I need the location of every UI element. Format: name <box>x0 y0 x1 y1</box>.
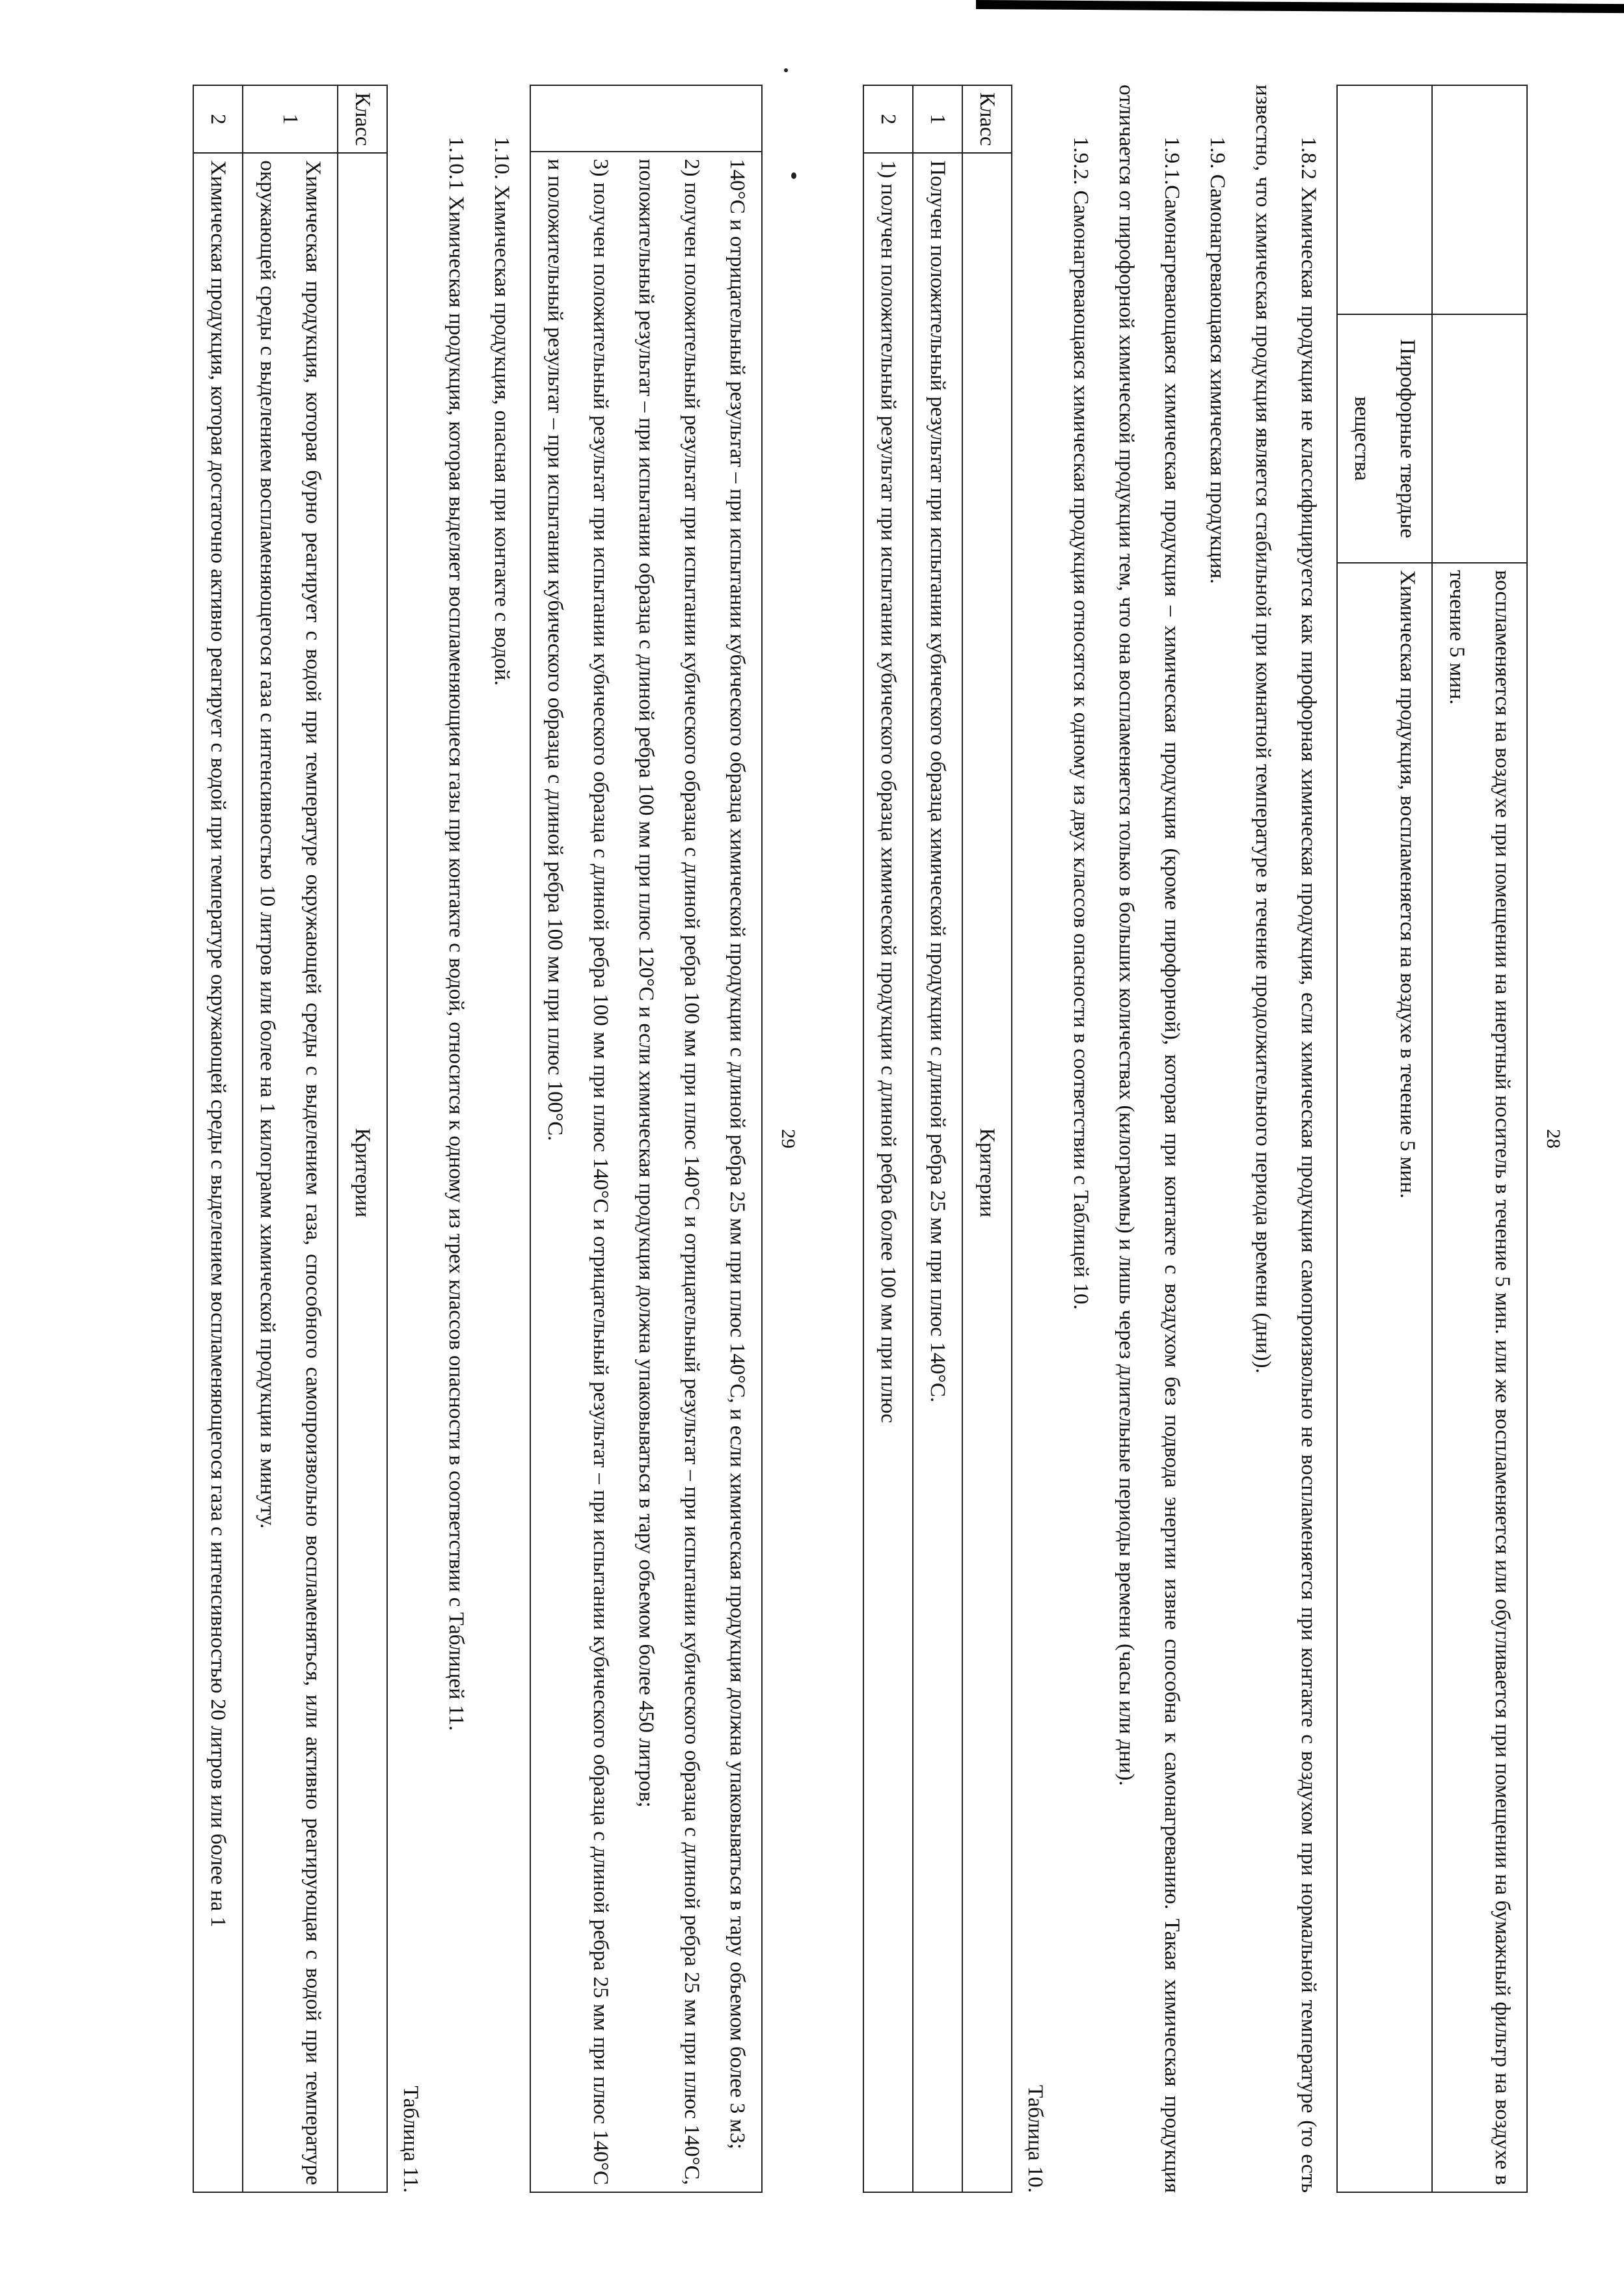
table-cell <box>530 85 762 152</box>
criteria-line: 3) получен положительный результат при испытании кубического образца с длиной ребра 100 мм при плюс 140°С и отрицательный результат – при испытании кубического образца с длиной ребра 25 мм при плюс 140°С и положительный результат – при испытании кубического образца с длиной ребра 100 мм при плюс 100°С. <box>543 159 612 2185</box>
table-row <box>962 85 1012 2192</box>
table-header: Критерии <box>338 153 387 2192</box>
table-row <box>338 85 387 2192</box>
paragraph: 1.9.1.Самонагревающаяся химическая продукция – химическая продукция (кроме пирофорной), которая при контакте с воздухом без подвода энергии извне способна к самонагреванию. Такая химическая продукция отличается от пирофорной химической продукции тем, что она воспламеняется только в больших количествах (килограммы) и лишь через длительные периоды времени (часы или дни). <box>1115 85 1184 2193</box>
page-number: 28 <box>1543 1129 1564 1148</box>
paragraph: 1.8.2 Химическая продукция не классифицируется как пирофорная химическая продукция, если химическая продукция самопроизвольно не воспламеняется при контакте с воздухом при нормальной температуре (то есть известно, что химическая продукция является стабильной при комнатной температуре в течение продолжительного периода времени (дни)). <box>1251 85 1320 2193</box>
table-10 <box>863 85 1012 2193</box>
table-cell: Химическая продукция, которая бурно реагирует с водой при температуре окружающей среды с выделением газа, способного самопроизвольно воспламеняться, или активно реагирующая с водой при температуре окружающей среды с выделением воспламеняющегося газа с интенсивностью 10 литров или более на 1 килограмм химической продукции в минуту. <box>243 153 338 2192</box>
table-cell: 2 <box>863 85 913 153</box>
table-cell: Пирофорные твердые вещества <box>1337 314 1432 563</box>
table-header: Класс <box>962 85 1012 153</box>
criteria-line: 140°С и отрицательный результат – при испытании кубического образца химической продукции с длиной ребра 25 мм при плюс 140°С, и если химическая продукция должна упаковываться в тару объемом более 3 м3; <box>725 159 749 2150</box>
page-29 <box>47 65 815 2212</box>
table-caption: Таблица 11. <box>399 2085 422 2193</box>
table-header: Критерии <box>962 153 1012 2192</box>
table-cell: 1 <box>243 85 338 153</box>
table-cell <box>530 152 762 2192</box>
table-row <box>243 85 338 2192</box>
scan-edge-shadow <box>976 0 1624 13</box>
table-row <box>1337 85 1432 2192</box>
paragraph: 1.9. Самонагревающаяся химическая продукция. <box>1206 137 1229 584</box>
table-11 <box>193 85 388 2193</box>
table-caption: Таблица 10. <box>1023 2085 1047 2193</box>
paragraph: 1.10. Химическая продукция, опасная при контакте с водой. <box>490 137 513 686</box>
table-row <box>530 85 762 2192</box>
paragraph: 1.9.2. Самонагревающаяся химическая продукция относятся к одному из двух классов опасности в соответствии с Таблицей 10. <box>1069 137 1092 1310</box>
table-row <box>193 85 243 2192</box>
table-cell <box>1432 314 1527 563</box>
table-10-continuation <box>530 85 763 2193</box>
paragraph: 1.10.1 Химическая продукция, которая выделяет воспламеняющиеся газы при контакте с водой, относится к одному из трех классов опасности в соответствии с Таблицей 11. <box>444 137 468 1732</box>
table-cell: 1 <box>913 85 962 153</box>
page-number: 29 <box>778 1129 799 1148</box>
table-row <box>863 85 913 2192</box>
table-cell: Химическая продукция, воспламеняется на воздухе в течение 5 мин. <box>1337 563 1432 2192</box>
table-cell: Химическая продукция, которая достаточно активно реагирует с водой при температуре окружающей среды с выделением воспламеняющегося газа с интенсивностью 20 литров или более на 1 <box>193 153 243 2192</box>
criteria-line: 2) получен положительный результат при испытании кубического образца с длиной ребра 100 мм при плюс 140°С и отрицательный результат – при испытании кубического образца с длиной ребра 25 мм при плюс 140°С, положительный результат – при испытании образца с длиной ребра 100 мм при плюс 120°С и если химическая продукция должна упаковываться в тару объемом более 450 литров; <box>634 159 703 2185</box>
table-cell <box>1337 85 1432 314</box>
table-cell: Получен положительный результат при испытании кубического образца химической продукции с длиной ребра 25 мм при плюс 140°С. <box>913 153 962 2192</box>
table-cell: 1) получен положительный результат при испытании кубического образца химической продукции с длиной ребра более 100 мм при плюс <box>863 153 913 2192</box>
table-cell: воспламеняется на воздухе при помещении на инертный носитель в течение 5 мин. или же воспламеняется или обугливается при помещении на бумажный фильтр на воздухе в течение 5 мин. <box>1432 563 1527 2192</box>
table-cell: 2 <box>193 85 243 153</box>
table-row <box>913 85 962 2192</box>
table-header: Класс <box>338 85 387 153</box>
page-28 <box>812 65 1580 2212</box>
table-9-continuation <box>1336 85 1528 2193</box>
table-cell <box>1432 85 1527 314</box>
table-row <box>1432 85 1527 2192</box>
